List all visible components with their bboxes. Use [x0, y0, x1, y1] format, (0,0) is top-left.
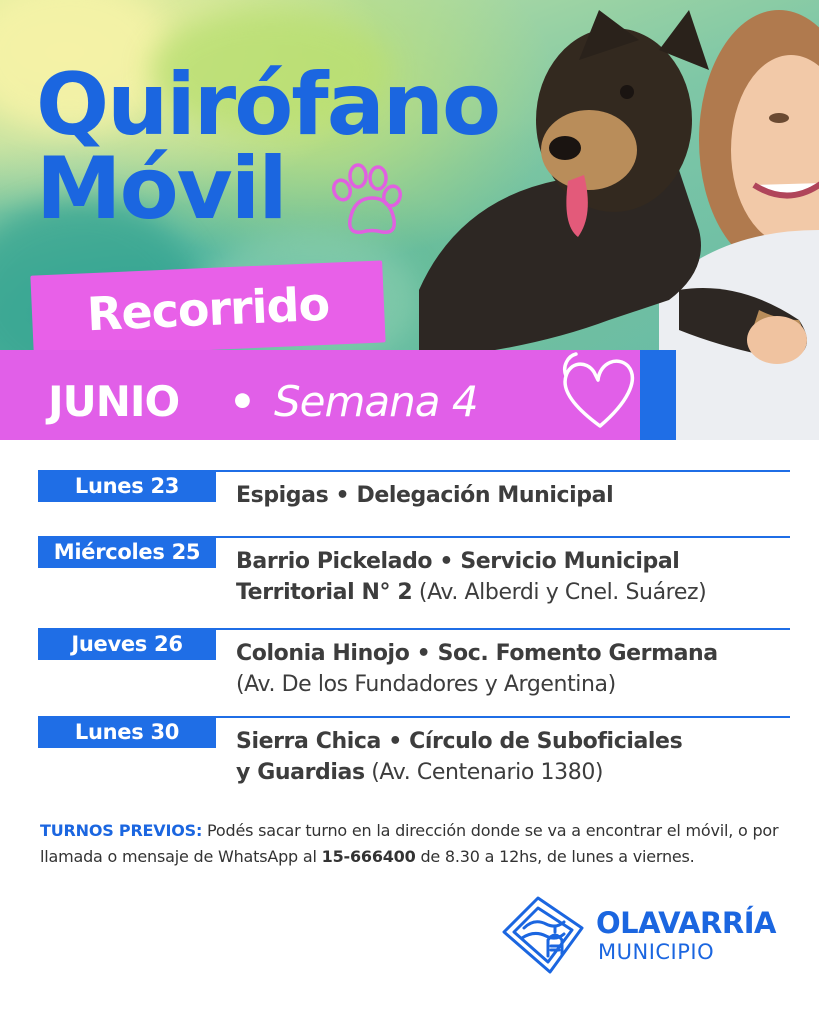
day-badge: Miércoles 25 — [38, 536, 216, 568]
appointments-note — [40, 818, 800, 870]
week-month: JUNIO — [48, 377, 180, 426]
location-bold-2: y Guardias — [236, 760, 365, 785]
row-divider — [216, 716, 790, 718]
logo-name: OLAVARRÍA — [596, 906, 776, 940]
paw-icon — [326, 160, 406, 240]
day-badge: Lunes 30 — [38, 716, 216, 748]
row-location — [236, 726, 796, 788]
hero-banner — [0, 0, 819, 440]
day-badge: Lunes 23 — [38, 470, 216, 502]
recorrido-label: Recorrido — [85, 276, 331, 342]
title-line-1: Quirófano — [36, 55, 500, 155]
location-bold: Colonia Hinojo • Soc. Fomento Germana — [236, 641, 718, 666]
location-bold: Barrio Pickelado • Servicio Municipal — [236, 549, 680, 574]
note-text-1: Podés sacar turno en la dirección donde se va a encontrar el móvil, o por llamada o mensaje de WhatsApp al — [40, 821, 779, 866]
heart-icon — [560, 352, 638, 434]
week-band-accent — [640, 350, 676, 440]
row-divider — [216, 470, 790, 472]
note-phone: 15-666400 — [321, 847, 416, 866]
row-divider — [216, 628, 790, 630]
note-text-2: de 8.30 a 12hs, de lunes a viernes. — [420, 847, 695, 866]
row-location — [236, 638, 796, 700]
day-badge: Jueves 26 — [38, 628, 216, 660]
row-location — [236, 480, 796, 511]
row-divider — [216, 536, 790, 538]
row-location — [236, 546, 796, 608]
location-address: (Av. Alberdi y Cnel. Suárez) — [418, 580, 707, 605]
note-lead: TURNOS PREVIOS: — [40, 821, 203, 840]
logo-subtitle: MUNICIPIO — [598, 940, 715, 964]
location-bold-2: Territorial N° 2 — [236, 580, 413, 605]
location-address: (Av. Centenario 1380) — [371, 760, 604, 785]
recorrido-ribbon — [30, 260, 385, 357]
olavarria-logo-icon — [498, 892, 588, 976]
week-separator: • — [229, 377, 256, 426]
location-address: (Av. De los Fundadores y Argentina) — [236, 672, 616, 697]
title-line-2: Móvil — [36, 139, 286, 239]
week-label: Semana 4 — [274, 377, 478, 426]
location-bold: Sierra Chica • Círculo de Suboficiales — [236, 729, 683, 754]
location-bold: Espigas • Delegación Municipal — [236, 483, 614, 508]
municipality-logo — [498, 892, 798, 976]
